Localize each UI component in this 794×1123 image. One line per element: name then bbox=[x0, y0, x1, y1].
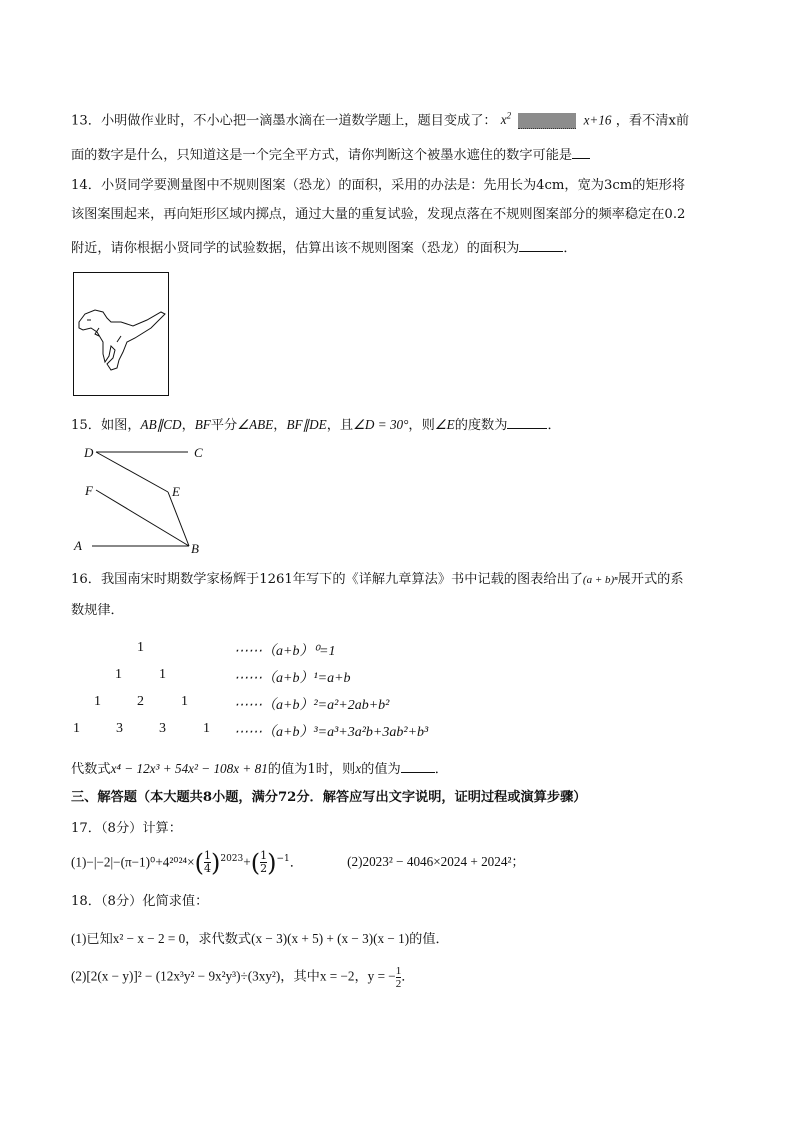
paren-open: ( bbox=[250, 848, 261, 877]
paren-open: ( bbox=[194, 848, 204, 877]
q16-final: 代数式x⁴ − 12x³ + 54x² − 108x + 81的值为1时，则x的值为 ． bbox=[71, 761, 448, 777]
q14-line3: 附近，请你根据小贤同学的试验数据，估算出该不规则图案（恐龙）的面积为 ． bbox=[71, 238, 577, 258]
q15-c6: ∠E bbox=[434, 417, 455, 432]
pascal-num: 1 bbox=[159, 667, 166, 682]
answer-blank[interactable] bbox=[519, 238, 563, 252]
line-eb bbox=[168, 492, 189, 546]
line-de bbox=[96, 452, 168, 492]
dinosaur-icon bbox=[79, 310, 165, 370]
label-e: E bbox=[172, 484, 180, 499]
ink-blot bbox=[518, 113, 576, 129]
label-c: C bbox=[194, 445, 203, 460]
q15-s1: ， bbox=[181, 418, 195, 433]
frac-den: 2 bbox=[260, 862, 268, 876]
q15-c5: ∠D = 30° bbox=[353, 417, 409, 432]
q15-s4: ，且 bbox=[326, 418, 354, 433]
pascal-formula: ⋯⋯（a+b）¹=a+b bbox=[234, 671, 351, 686]
q13-text-line2: 面的数字是什么，只知道这是一个完全平方式，请你判断这个被墨水遮住的数字可能是 bbox=[71, 148, 573, 163]
pascal-num: 3 bbox=[159, 721, 166, 736]
label-b: B bbox=[191, 541, 199, 556]
answer-blank[interactable] bbox=[572, 145, 590, 159]
q16-final-b: 的值为1时，则 bbox=[267, 762, 356, 777]
q15-c4: BF∥DE bbox=[286, 417, 327, 432]
q17-exp2: −1 bbox=[276, 854, 290, 864]
pascal-num: 2 bbox=[137, 694, 144, 709]
q13-x: x bbox=[500, 112, 507, 128]
answer-blank[interactable] bbox=[507, 415, 547, 429]
fraction-half bbox=[260, 850, 267, 875]
q16-final-c: 的值为 bbox=[361, 762, 401, 777]
pascal-formula: ⋯⋯（a+b）²=a²+2ab+b² bbox=[234, 698, 390, 713]
fraction-quarter bbox=[204, 850, 211, 875]
q18-title: 18．（8分）化简求值： bbox=[71, 894, 209, 909]
q13-sq: 2 bbox=[506, 111, 512, 121]
answer-blank[interactable] bbox=[401, 759, 435, 773]
q15-s5: ，则 bbox=[408, 418, 435, 433]
q15-line: 15．如图，AB∥CD，BF平分∠ABE，BF∥DE，且∠D = 30°，则∠E的度数为 ． bbox=[71, 417, 561, 433]
q18-p1: (1)已知x² − x − 2 = 0，求代数式(x − 3)(x + 5) + (x − 3)(x − 1)的值． bbox=[71, 931, 449, 946]
q15-s2: 平分 bbox=[210, 418, 238, 433]
q15-s6: 的度数为 bbox=[454, 418, 508, 433]
dinosaur-figure bbox=[73, 272, 169, 396]
pascal-num: 1 bbox=[203, 721, 210, 736]
geometry-figure bbox=[70, 442, 220, 558]
pascal-num: 1 bbox=[137, 640, 144, 655]
pascal-formula: ⋯⋯（a+b）³=a³+3a²b+3ab²+b³ bbox=[234, 725, 429, 740]
q18-p2 bbox=[71, 965, 414, 995]
q17-p1-end: ． bbox=[289, 855, 303, 871]
pascal-num: 1 bbox=[94, 694, 101, 709]
q18-p2-end: ． bbox=[401, 968, 415, 984]
q13-after: x+16 bbox=[583, 112, 612, 128]
frac-num: 1 bbox=[260, 849, 268, 863]
q16-final-x: x bbox=[355, 761, 362, 776]
figure-frame bbox=[74, 273, 169, 396]
q17-exp1: 2023 bbox=[220, 854, 244, 864]
label-f: F bbox=[85, 483, 93, 498]
q13-text-b: ，看不清x前 bbox=[615, 113, 690, 129]
q14-line1: 14．小贤同学要测量图中不规则图案（恐龙）的面积，采用的办法是：先用长为4cm，宽为3cm的矩形将 bbox=[71, 178, 686, 193]
q15-c2: BF bbox=[194, 417, 211, 432]
q16-text-a: 16．我国南宋时期数学家杨辉于1261年写下的《详解九章算法》书中记载的图表给出了 bbox=[71, 572, 583, 587]
q14-text-line3: 附近，请你根据小贤同学的试验数据，估算出该不规则图案（恐龙）的面积为 bbox=[71, 241, 520, 256]
pascal-num: 1 bbox=[181, 694, 188, 709]
pascal-num: 1 bbox=[115, 667, 122, 682]
q17-parts: (1)−|−2|−(π−1)⁰+4²⁰²⁴×( $\frac{1}{4}$ )$^{2023}$+( $\frac{1}{2}$ )$^{-1}$． (2)2023² − 4046×2024 + 2024²； bbox=[71, 848, 525, 877]
q15-c1: AB∥CD bbox=[140, 417, 182, 432]
q16-line2: 数规律． bbox=[71, 603, 124, 618]
q16-expr: (a + b)ⁿ bbox=[582, 574, 618, 586]
label-d: D bbox=[84, 445, 94, 460]
q13-text-a: 13．小明做作业时，不小心把一滴墨水滴在一道数学题上，题目变成了： bbox=[71, 113, 497, 129]
q17-p1: (1)−|−2|−(π−1)⁰+4²⁰²⁴× bbox=[71, 854, 195, 870]
q17-title: 17．（8分）计算： bbox=[71, 821, 182, 836]
q16-line1 bbox=[71, 571, 684, 589]
label-a: A bbox=[74, 538, 82, 553]
q15-s3: ， bbox=[273, 418, 287, 433]
frac-den: 4 bbox=[203, 862, 211, 876]
pascal-num: 1 bbox=[73, 721, 80, 736]
frac-num: 1 bbox=[395, 965, 402, 977]
frac-den: 2 bbox=[395, 978, 402, 990]
q17-p2: (2)2023² − 4046×2024 + 2024²； bbox=[347, 854, 525, 870]
paren-close: ) bbox=[267, 848, 277, 877]
q15-c3: ∠ABE bbox=[237, 417, 274, 432]
q16-final-expr: x⁴ − 12x³ + 54x² − 108x + 81 bbox=[110, 761, 268, 776]
q13-x2 bbox=[501, 112, 511, 127]
q18-p2-text: (2)[2(x − y)]² − (12x³y² − 9x²y³)÷(3xy²)，其中x = −2，y = − bbox=[71, 968, 396, 984]
paren-close: ) bbox=[210, 848, 221, 877]
q13-line1 bbox=[71, 107, 689, 130]
q16-text-b: 展开式的系 bbox=[617, 572, 684, 587]
pascal-formula: ⋯⋯（a+b）⁰=1 bbox=[234, 644, 336, 659]
q13-line2 bbox=[71, 145, 590, 165]
frac-num: 1 bbox=[203, 849, 211, 863]
q16-final-a: 代数式 bbox=[71, 762, 111, 777]
q15-pre: 15．如图， bbox=[71, 418, 141, 433]
section-heading: 三、解答题（本大题共8小题，满分72分．解答应写出文字说明，证明过程或演算步骤） bbox=[71, 790, 587, 805]
pascal-num: 3 bbox=[116, 721, 123, 736]
q14-line2: 该图案围起来，再向矩形区域内掷点，通过大量的重复试验，发现点落在不规则图案部分的频率稳定在0.2 bbox=[71, 207, 686, 222]
